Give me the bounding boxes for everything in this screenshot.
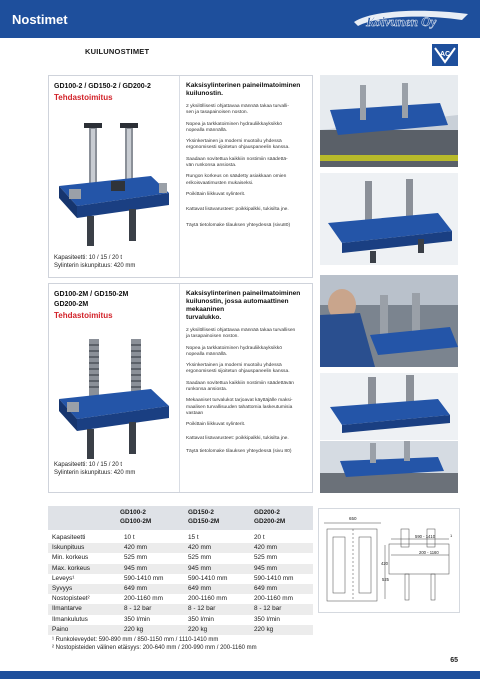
- feature-item: Yksinkertainen ja moderni muotoilu yhdessä ergonomisesti sijoitetun ohjauspaneelin kanssa.: [186, 139, 290, 151]
- feature-item: Saadaan sovitettua kaikkiin nostimiin säädettä- vän runkonsa ansiosta.: [186, 156, 288, 169]
- footer-bar: [0, 671, 480, 679]
- model-line: GD100-2M / GD150-2M: [54, 291, 129, 298]
- table-row: Nostopisteet² 200-1160 mm 200-1160 mm 200-1160 mm: [52, 595, 293, 603]
- capacity: Kapasiteetti: 10 / 15 / 20 t: [54, 255, 123, 261]
- heading-line: turvalukko.: [186, 314, 222, 321]
- lift-pit-photo: [320, 75, 458, 167]
- dimension-drawing: [318, 508, 460, 613]
- description-heading: [186, 82, 311, 98]
- table-row: Ilmantarve 8 - 12 bar 8 - 12 bar 8 - 12 bar: [48, 604, 313, 614]
- card-divider: [179, 284, 180, 492]
- heading-line: Kaksisylinterinen paineilmatoiminen: [186, 290, 301, 297]
- section-title: KUILUNOSTIMET: [85, 47, 150, 56]
- capacity: Kapasiteetti: 10 / 15 / 20 t: [54, 462, 123, 468]
- table-row: Paino 220 kg 220 kg 220 kg: [48, 625, 313, 635]
- footnote: ¹ Runkoleveydet: 590-890 mm / 850-1150 mm / 1110-1410 mm: [52, 637, 219, 643]
- feature-item: Nopea ja tarkkatoiminen hydrauliikkayksikkö nopealla männällä.: [186, 121, 282, 133]
- feature-item: Rungon korkeus on säädetty asiakkaan omien erikoisvaatimusten mukaiseksi.: [186, 174, 287, 186]
- model-names: GD100-2 / GD150-2 / GD200-2: [54, 83, 151, 90]
- brand-logo: [352, 8, 470, 32]
- dimension-diagram: [319, 509, 459, 612]
- feature-item: Yksinkertainen ja moderni muotoilu yhdessä ergonomisesti sijoitetun ohjauspaneelin kanssa.: [186, 363, 290, 375]
- feature-item: Täytä tietolomake tilauksen yhteydessä (sivu 80): [186, 448, 292, 454]
- table-row: Syvyys 649 mm 649 mm 649 mm: [48, 584, 313, 594]
- feature-item: 2 yksilöllisesti ohjattavaa männää takaa turvalli- sen ja tasapainoisen noston.: [186, 104, 290, 116]
- product-card-2: [48, 283, 313, 493]
- description: [186, 290, 311, 460]
- dim-label: 200 - 1160: [419, 550, 439, 555]
- dim-label: 650: [349, 516, 357, 521]
- spec-table-header: [48, 506, 313, 530]
- heading-line: kuilunostin, jossa automaattinen mekaaninen: [186, 298, 289, 313]
- feature-item: Saadaan sovitettua kaikkiin nostimiin säädettävän runkonsa ansiosta.: [186, 380, 294, 393]
- card-divider: [179, 76, 180, 277]
- dim-label: 1: [450, 533, 453, 538]
- model-line: GD200-2M: [54, 301, 89, 308]
- description-heading: [186, 290, 311, 322]
- dim-label: 525: [382, 577, 389, 582]
- header-bar: [0, 0, 480, 38]
- feature-item: Kattavat lisävarusteet: poikkipalkki, tukisilta jne.: [186, 435, 289, 441]
- heading-line: Kaksisylinterinen paineilmatoiminen: [186, 82, 301, 89]
- svg-text:AC: AC: [439, 51, 451, 58]
- footnote: ² Nostopisteiden välinen etäisyys: 200-640 mm / 200-990 mm / 200-1160 mm: [52, 645, 257, 651]
- stroke-length: Sylinterin iskunpituus: 420 mm: [54, 263, 136, 269]
- page-number: 65: [450, 657, 458, 664]
- column-header: GD100-2 GD100-2M: [120, 509, 152, 525]
- svg-text:Koivunen Oy: Koivunen Oy: [366, 14, 437, 29]
- heading-line: kuilunostin.: [186, 90, 223, 97]
- stroke-length: Sylinterin iskunpituus: 420 mm: [54, 470, 136, 476]
- table-row: Max. korkeus 945 mm 945 mm 945 mm: [48, 564, 313, 574]
- table-row: Ilmankulutus 350 l/min 350 l/min 350 l/min: [52, 615, 280, 623]
- feature-item: Nopea ja tarkkatoiminen hydrauliikkayksikkö nopealla männällä.: [186, 345, 282, 357]
- table-row: Kapasiteetti 10 t 15 t 20 t: [52, 534, 265, 541]
- model-names: [54, 290, 128, 310]
- operator-photo: [320, 275, 458, 367]
- dim-label: 590 - 1410: [415, 534, 436, 539]
- feature-item: Mekaaniset turvalukot tarjoavat käyttäjälle maksi- maalisen turvallisuuden tahattomia laskeutumisia vastaan: [186, 398, 293, 416]
- ac-logo: [432, 44, 458, 66]
- lift-illustration-mechanical-lock: [51, 334, 177, 464]
- feature-item: Poikittain liikkuvat sylinterit.: [186, 422, 246, 428]
- feature-item: Poikittain liikkuvat sylinterit.: [186, 191, 246, 197]
- delivery-type: Tehdastoimitus: [54, 93, 113, 102]
- feature-item: 2 yksilöllisesti ohjattavaa männää takaa turvallisen ja tasapainoisen noston.: [186, 328, 296, 340]
- table-row: Min. korkeus 525 mm 525 mm 525 mm: [52, 554, 278, 562]
- table-footnotes: [52, 636, 257, 652]
- header-title: Nostimet: [12, 12, 68, 27]
- lift-mechanical-photo: [320, 373, 458, 440]
- delivery-type: Tehdastoimitus: [54, 311, 113, 320]
- product-card-1: [48, 75, 313, 278]
- table-row: Leveys¹ 590-1410 mm 590-1410 mm 590-1410 mm: [52, 574, 294, 582]
- lift-photo: [320, 173, 458, 265]
- column-header: GD200-2 GD200-2M: [254, 509, 286, 525]
- dim-label: 420: [381, 561, 388, 566]
- feature-item: Täytä tietolomake tilauksen yhteydessä (sivu80): [186, 222, 291, 228]
- lift-in-pit-photo: [320, 441, 458, 493]
- column-header: GD150-2 GD150-2M: [188, 509, 220, 525]
- table-row: Iskunpituus 420 mm 420 mm 420 mm: [48, 543, 313, 553]
- lift-illustration: [51, 121, 177, 251]
- description: [186, 82, 311, 234]
- feature-item: Kattavat lisävarusteet: poikkipalkki, tukisilta jne.: [186, 207, 289, 213]
